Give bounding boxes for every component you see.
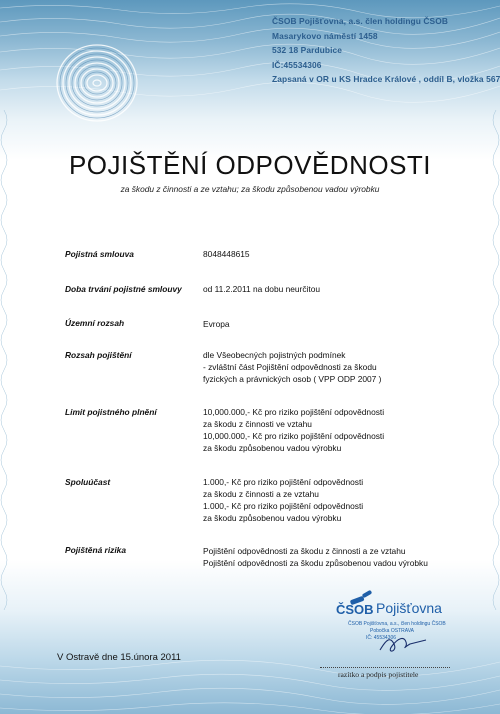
- value-line: 1.000,- Kč pro riziko pojištění odpovědnosti: [203, 501, 364, 511]
- value-line: od 11.2.2011 na dobu neurčitou: [203, 284, 321, 294]
- stamp-name: Pojišťovna: [376, 600, 442, 616]
- value-line: za škodu z činnosti a ze vztahu: [203, 489, 319, 499]
- value-line: Evropa: [203, 319, 230, 329]
- value-line: fyzických a právnických osob ( VPP ODP 2007 ): [203, 374, 382, 384]
- value-line: za škodu z činnosti ve vztahu: [203, 419, 312, 429]
- value-line: dle Všeobecných pojistných podmínek: [203, 350, 346, 360]
- row-label: Rozsah pojištění: [65, 350, 132, 360]
- fingerprint-logo-icon: [52, 38, 142, 128]
- header-line: 532 18 Pardubice: [272, 45, 343, 55]
- value-line: za škodu způsobenou vadou výrobku: [203, 513, 342, 523]
- value-line: Pojištění odpovědnosti za škodu z činnosti a ze vztahu: [203, 546, 406, 556]
- document-title: POJIŠTĚNÍ ODPOVĚDNOSTI: [68, 150, 432, 180]
- header-line: Masarykovo náměstí 1458: [272, 30, 378, 41]
- row-value: [203, 406, 483, 454]
- value-line: 1.000,- Kč pro riziko pojištění odpovědnosti: [203, 477, 364, 487]
- value-line: - zvláštní část Pojištění odpovědnosti za škodu: [203, 362, 377, 372]
- issue-date: V Ostravě dne 15.února 2011: [57, 652, 181, 663]
- row-value: [203, 349, 483, 385]
- value-line: Pojištění odpovědnosti za škodu způsobenou vadou výrobku: [203, 558, 428, 568]
- row-value: [203, 248, 483, 260]
- row-label: Limit pojistného plnění: [65, 407, 157, 417]
- header-line: ČSOB Pojišťovna, a.s. člen holdingu ČSOB: [272, 16, 449, 26]
- stamp-line: ČSOB Pojišťovna, a.s., člen holdingu ČSOB: [348, 621, 446, 627]
- value-line: 8048448615: [203, 249, 250, 259]
- signature-label: razítko a podpis pojistitele: [338, 670, 419, 679]
- row-value: [203, 476, 483, 524]
- stamp-brand: ČSOB: [336, 602, 374, 617]
- document-subtitle: za škodu z činnosti a ze vztahu; za škodu způsobenou vadou výrobku: [120, 184, 380, 194]
- value-line: 10,000.000,- Kč pro riziko pojištění odpovědnosti: [203, 431, 385, 441]
- company-header: [272, 14, 500, 87]
- row-label: Pojištěná rizika: [65, 545, 126, 555]
- value-line: za škodu způsobenou vadou výrobku: [203, 443, 342, 453]
- stamp-line: Pobočka OSTRAVA: [370, 628, 414, 634]
- signature-line: [320, 667, 450, 668]
- row-label: Doba trvání pojistné smlouvy: [65, 284, 182, 294]
- row-value: [203, 283, 483, 295]
- header-line: IČ:45534306: [272, 59, 322, 70]
- stamp-line: IČ: 45534306: [366, 635, 397, 641]
- row-value: [203, 545, 483, 569]
- row-label: Územní rozsah: [65, 318, 125, 328]
- row-label: Spoluúčast: [65, 477, 111, 487]
- header-line: Zapsaná v OR u KS Hradce Králové , oddíl B, vložka 567: [272, 74, 500, 84]
- row-value: [203, 318, 483, 330]
- value-line: 10,000.000,- Kč pro riziko pojištění odpovědnosti: [203, 407, 385, 417]
- row-label: Pojistná smlouva: [65, 249, 134, 259]
